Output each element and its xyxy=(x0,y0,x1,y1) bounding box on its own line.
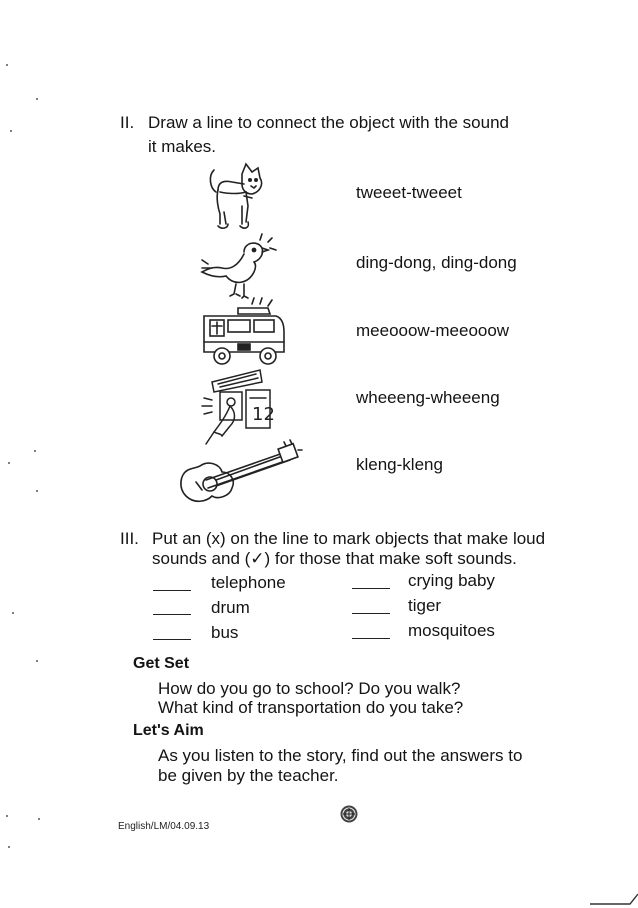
answer-blank[interactable] xyxy=(153,614,191,615)
left-item: bus xyxy=(211,623,239,642)
section-2-instruction-line-2: it makes. xyxy=(148,137,217,156)
section-3-number: III. xyxy=(120,529,139,548)
answer-blank[interactable] xyxy=(153,639,191,640)
left-item: telephone xyxy=(211,573,286,592)
lets-aim-heading: Let's Aim xyxy=(133,722,204,739)
guitar-icon[interactable] xyxy=(176,440,304,510)
answer-blank[interactable] xyxy=(352,613,390,614)
section-3-instruction-line-2: sounds and (✓) for those that make soft sounds. xyxy=(152,549,517,568)
section-3-instruction-line-1: Put an (x) on the line to mark objects that make loud xyxy=(152,529,546,548)
deped-seal-icon xyxy=(339,804,359,824)
answer-blank[interactable] xyxy=(153,590,191,591)
get-set-line-1: How do you go to school? Do you walk? xyxy=(158,679,461,698)
page-fold-mark xyxy=(590,880,638,908)
cat-icon[interactable] xyxy=(206,162,270,232)
get-set-heading: Get Set xyxy=(133,655,190,672)
right-item: tiger xyxy=(408,596,442,615)
answer-blank[interactable] xyxy=(352,588,390,589)
svg-text:12: 12 xyxy=(252,404,275,425)
right-item: crying baby xyxy=(408,571,495,590)
sound-option: kleng-kleng xyxy=(356,455,443,474)
sound-option: tweeet-tweeet xyxy=(356,183,462,202)
jeepney-icon[interactable] xyxy=(198,298,290,368)
footer-code: English/LM/04.09.13 xyxy=(118,821,210,832)
doorbell-icon[interactable] xyxy=(200,368,280,450)
section-2-instruction-line-1: Draw a line to connect the object with the sound xyxy=(148,113,509,132)
sound-option: meeooow-meeooow xyxy=(356,321,510,340)
answer-blank[interactable] xyxy=(352,638,390,639)
section-2-number: II. xyxy=(120,113,135,132)
sound-option: wheeeng-wheeeng xyxy=(356,388,500,407)
lets-aim-line-2: be given by the teacher. xyxy=(158,766,339,785)
right-item: mosquitoes xyxy=(408,621,495,640)
left-item: drum xyxy=(211,598,250,617)
sound-option: ding-dong, ding-dong xyxy=(356,253,517,272)
get-set-line-2: What kind of transportation do you take? xyxy=(158,698,464,717)
lets-aim-line-1: As you listen to the story, find out the answers to xyxy=(158,746,523,765)
bird-icon[interactable] xyxy=(200,232,286,302)
